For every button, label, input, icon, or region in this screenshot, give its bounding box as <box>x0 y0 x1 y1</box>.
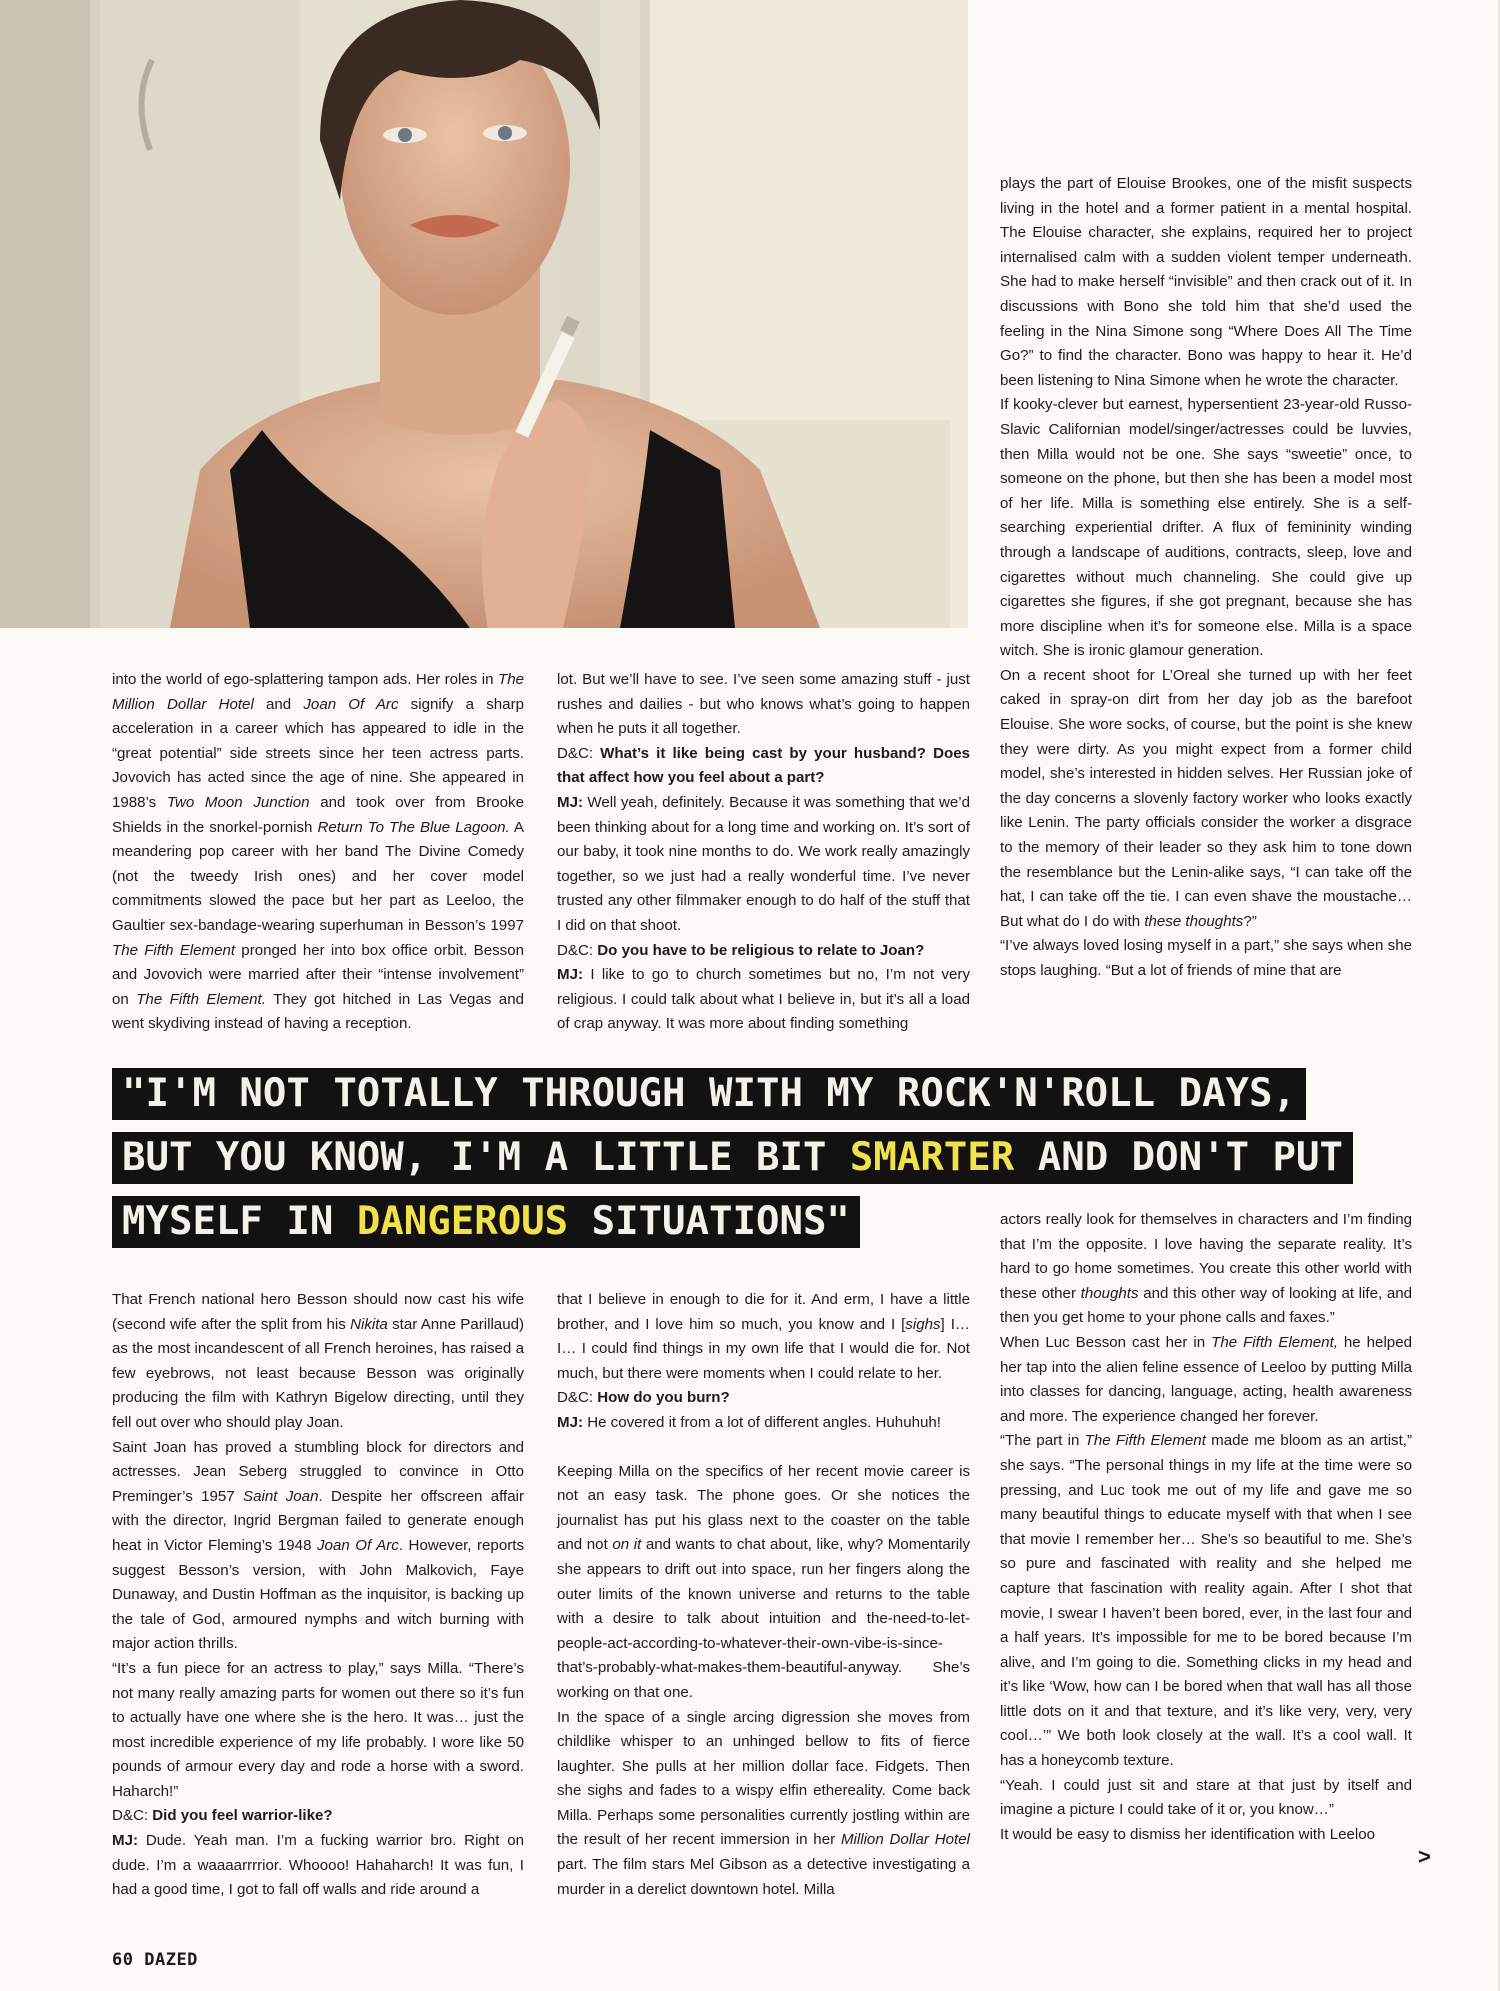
lower-col3-paragraph: “The part in The Fifth Element made me bloom as an artist,” she says. “The personal things in my life at the time were so pressing, and Luc took me out of my life and gave me so many beautiful things to educate myself with that when I see that movie I remember her… She’s so beautiful to me. She’s so pure and fascinated with reality and she helped me capture that fascination with reality again. After I shot that movie, I swear I haven’t been bored, ever, in the last four and a half years. It’s impossible for me to be bored because I’m alive, and I’m going to die. Something clicks in my head and it’s like ‘Wow, how can I be bored when that wall has all those little dots on it and that texture, and it’s like very, very, very cool…’” We both look closely at the wall. It’s a cool wall. It has a honeycomb texture. <box>1000 1432 1413 1770</box>
interview-answer: MJ: Dude. Yeah man. I’m a fucking warrior bro. Right on dude. I’m a waaaarrrrior. Whoooo! Hahaharch! It was fun, I had a good time, I got to fall off walls and ride around a <box>112 1832 524 1899</box>
highlight-smarter: SMARTER <box>849 1135 1015 1180</box>
lower-col1-paragraph: Saint Joan has proved a stumbling block for directors and actresses. Jean Seberg struggled to convince in Otto Preminger’s 1957 Saint Joan. Despite her offscreen affair with the director, Ingrid Bergman failed to generate enough heat in Victor Fleming’s 1948 Joan Of Arc. However, reports suggest Besson’s version, with John Malkovich, Faye Dunaway, and Dustin Hoffman as the inquisitor, is backing up the tale of God, armoured nymphs and witch burning with major action thrills. <box>112 1438 524 1653</box>
upper-column-1 <box>112 668 524 1037</box>
pull-quote-line-3: MYSELF IN DANGEROUS SITUATIONS" <box>112 1196 860 1248</box>
upper-col3-paragraph: On a recent shoot for L’Oreal she turned up with her feet caked in spray-on dirt from her day job as the barefoot Elouise. She wore socks, of course, but the point is she knew they were dirty. As you might expect from a former child model, she’s interested in hidden selves. Her Russian joke of the day concerns a slovenly factory worker who looks exactly like Lenin. The party officials consider the worker a disgrace to the memory of their leader so they ask him to tone down the resemblance but the Lenin-alike says, “I can take off the hat, I can take off the tie. I can even shave the moustache… But what do I do with these thoughts?” <box>1000 666 1412 930</box>
page-footer <box>112 1950 198 1970</box>
upper-col3-paragraph: plays the part of Elouise Brookes, one of the misfit suspects living in the hotel and a former patient in a mental hospital. The Elouise character, she explains, required her to project internalised calm with a sudden violent temper underneath. She had to make herself “invisible” and then crack out of it. In discussions with Bono she told him that she’d used the feeling in the Nina Simone song “Where Does All The Time Go?” to find the character. Bono was happy to hear it. He’d been listening to Nina Simone when he wrote the character. <box>1000 175 1412 389</box>
lower-col2-paragraph: that I believe in enough to die for it. And erm, I have a little brother, and I love him so much, you know and I [sighs] I… I… I could find things in my own life that I would die for. Not much, but there were moments when I could relate to her. <box>557 1291 970 1382</box>
upper-column-2 <box>557 668 970 1037</box>
highlight-dangerous: DANGEROUS <box>356 1199 569 1244</box>
magazine-name: DAZED <box>144 1950 198 1970</box>
lower-col1-paragraph: That French national hero Besson should now cast his wife (second wife after the split from his Nikita star Anne Parillaud) as the most incandescent of all French heroines, has raised a few eyebrows, not least because Besson was originally producing the film with Kathryn Bigelow directing, until they fell out over who should play Joan. <box>112 1291 525 1431</box>
upper-col1-paragraph: into the world of ego-splattering tampon ads. Her roles in The Million Dollar Hotel and Joan Of Arc signify a sharp acceleration in a career which has appeared to idle in the “great potential” side streets since her teen actress parts. Jovovich has acted since the age of nine. She appeared in 1988’s Two Moon Junction and took over from Brooke Shields in the snorkel-pornish Return To The Blue Lagoon. A meandering pop career with her band The Divine Comedy (not the tweedy Irish ones) and her cover model commitments slowed the pace but her part as Leeloo, the Gaultier sex-bandage-wearing superhuman in Besson’s 1997 The Fifth Element pronged her into box office orbit. Besson and Jovovich were married after their “intense involvement” on The Fifth Element. They got hitched in Las Vegas and went skydiving instead of having a reception. <box>112 671 525 1033</box>
upper-col2-paragraph: lot. But we’ll have to see. I’ve seen some amazing stuff - just rushes and dailies - but who knows what’s going to happen when he puts it all together. <box>557 671 970 738</box>
interview-question: D&C: How do you burn? <box>557 1389 730 1407</box>
lower-col2-paragraph: In the space of a single arcing digression she moves from childlike whisper to an unhinged bellow to fits of fierce laughter. She pulls at her million dollar face. Fidgets. Then she sighs and fades to a wispy elfin ethereality. Come back Milla. Perhaps some personalities currently jostling within are the result of her recent immersion in her Million Dollar Hotel part. The film stars Mel Gibson as a detective investigating a murder in a derelict downtown hotel. Milla <box>557 1708 970 1898</box>
interview-answer: MJ: I like to go to church sometimes but no, I’m not very religious. I could talk about what I believe in, but it’s all a load of crap anyway. It was more about finding something <box>557 966 970 1033</box>
continue-arrow-icon: > <box>1418 1844 1431 1869</box>
pull-quote-line-2: BUT YOU KNOW, I'M A LITTLE BIT SMARTER AND DON'T PUT <box>112 1132 1353 1184</box>
upper-col3-paragraph: If kooky-clever but earnest, hypersentient 23-year-old Russo-Slavic Californian model/singer/actresses could be luvvies, then Milla would not be one. She says “sweetie” once, to someone on the phone, but then she has been a model most of her life. Milla is something else entirely. She is a self-searching experiential drifter. A flux of femininity winding through a landscape of auditions, contracts, sleep, love and cigarettes without much channeling. She could give up cigarettes she figures, if she got pregnant, because she has more discipline when it’s for someone else. Milla is a space witch. She is ironic glamour generation. <box>1000 396 1412 660</box>
interview-question: D&C: What’s it like being cast by your husband? Does that affect how you feel about a part? <box>557 744 970 787</box>
photo-illustration <box>0 0 968 628</box>
portrait-photo <box>0 0 968 628</box>
lower-column-3 <box>1000 1208 1412 1847</box>
lower-col3-paragraph: actors really look for themselves in characters and I’m finding that I’m the opposite. I love having the separate reality. It’s hard to go home sometimes. You create this other world with these other thoughts and this other way of looking at life, and then you get home to your phone calls and faxes.” <box>1000 1211 1412 1327</box>
interview-answer: MJ: Well yeah, definitely. Because it was something that we’d been thinking about for a long time and working on. It’s sort of our baby, it took nine months to do. We work really amazingly together, so we just had a really wonderful time. I’ve never trusted any other filmmaker enough to do half of the stuff that I did on that shoot. <box>557 793 970 934</box>
upper-col3-paragraph: “I’ve always loved losing myself in a part,” she says when she stops laughing. “But a lot of friends of mine that are <box>1000 937 1412 979</box>
interview-question: D&C: Do you have to be religious to relate to Joan? <box>557 941 925 959</box>
upper-column-3 <box>1000 172 1412 984</box>
lower-col3-paragraph: It would be easy to dismiss her identification with Leeloo <box>1000 1825 1376 1843</box>
lower-col3-paragraph: When Luc Besson cast her in The Fifth Element, he helped her tap into the alien feline essence of Leeloo by putting Milla into classes for dancing, language, acting, health awareness and more. The experience changed her forever. <box>1000 1333 1412 1425</box>
pull-quote-line-1: "I'M NOT TOTALLY THROUGH WITH MY ROCK'N'ROLL DAYS, <box>112 1068 1306 1120</box>
interview-answer: MJ: He covered it from a lot of different angles. Huhuhuh! <box>557 1413 941 1431</box>
lower-col3-paragraph: “Yeah. I could just sit and stare at that just by itself and imagine a picture I could take of it or, you know…” <box>1000 1776 1412 1819</box>
lower-column-1 <box>112 1288 524 1903</box>
lower-col1-paragraph: “It’s a fun piece for an actress to play,” says Milla. “There’s not many really amazing parts for women out there so it’s fun to actually have one where she is the hero. It was… just the most incredible experience of my life probably. I wore like 50 pounds of armour every day and rode a horse with a sword. Haharch!” <box>112 1659 524 1800</box>
lower-column-2 <box>557 1288 970 1902</box>
page-number: 60 <box>112 1950 134 1970</box>
interview-question: D&C: Did you feel warrior-like? <box>112 1807 333 1825</box>
lower-col2-paragraph: Keeping Milla on the specifics of her recent movie career is not an easy task. The phone goes. Or she notices the journalist has put his glass next to the coaster on the table and not on it and wants to chat about, like, why? Momentarily she appears to drift out into space, run her fingers along the outer limits of the known universe and returns to the table with a desire to talk about intuition and the-need-to-let-people-act-according-to-whatever-their-own-vibe-is-since-that’s-probably-what-makes-them-beautiful-anyway. She’s working on that one. <box>557 1462 970 1701</box>
